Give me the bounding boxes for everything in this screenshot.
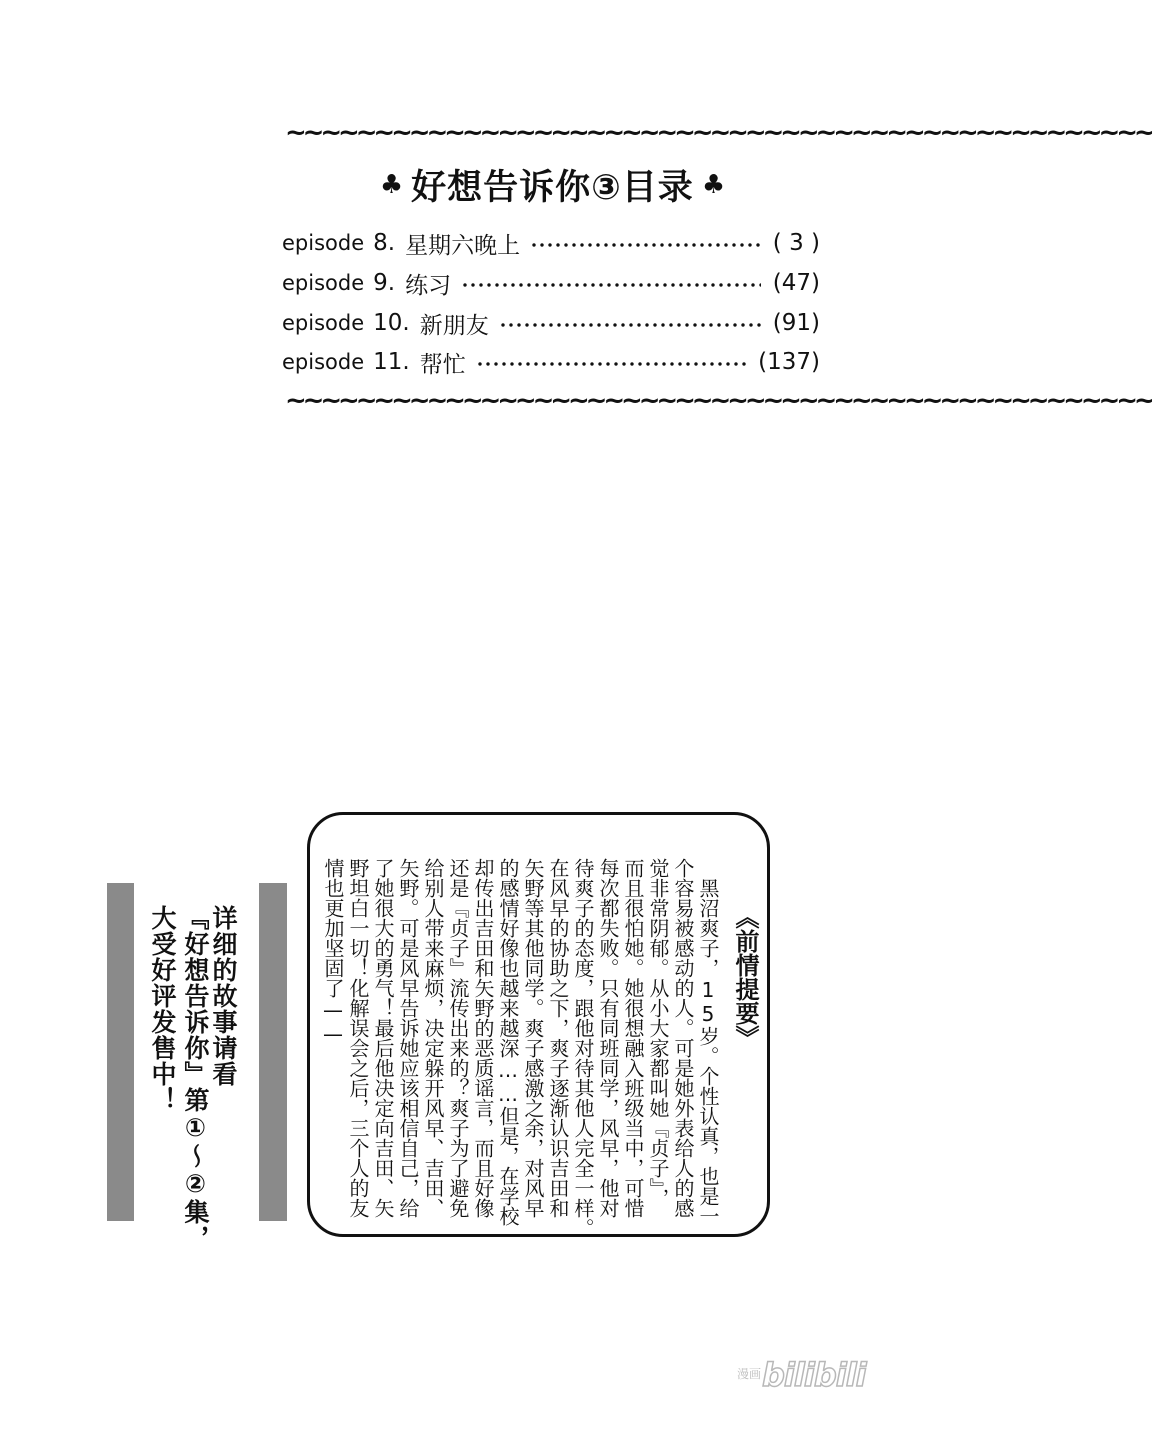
synopsis-line: 而且很怕她。她很想融入班级当中，可惜 bbox=[621, 858, 645, 1218]
synopsis-line: 每次都失败。只有同班同学，风早，他对 bbox=[596, 858, 620, 1218]
toc-page-number: ( 3 ) bbox=[772, 230, 820, 256]
toc-episode-number: 8. bbox=[373, 230, 396, 256]
toc-episode-number: 10. bbox=[373, 310, 410, 336]
synopsis-line: 还是『贞子』流传出来的？爽子为了避免 bbox=[446, 858, 470, 1218]
toc-episode-label: episode bbox=[282, 350, 365, 374]
synopsis-title: 《前情提要》 bbox=[731, 905, 759, 1049]
toc-dot-leader bbox=[499, 306, 761, 340]
synopsis-line: 觉非常阴郁。从小大家都叫她『贞子』， bbox=[646, 858, 670, 1208]
toc-episode-number: 11. bbox=[373, 349, 410, 375]
promo-line-2: 『好想告诉你』第①～②集， bbox=[181, 905, 210, 1251]
toc-page-number: (137) bbox=[758, 349, 820, 375]
toc-episode-name: 帮忙 bbox=[419, 351, 466, 378]
gray-bar-left bbox=[107, 883, 134, 1221]
toc-row-episode-8 bbox=[282, 226, 820, 260]
toc-bottom-wave-divider: ~~~~~~~~~~~~~~~~~~~~~~~~~~~~~~~~~~~~~~~~~~~~~~~~~ bbox=[285, 386, 1152, 416]
club-icon: ♣ bbox=[701, 170, 726, 200]
toc-title-text: 好想告诉你③目录 bbox=[411, 168, 694, 208]
bilibili-watermark-logo: bilibili bbox=[762, 1356, 866, 1394]
toc-row-episode-9 bbox=[282, 266, 820, 300]
toc-page-number: (47) bbox=[772, 270, 820, 296]
toc-title bbox=[285, 160, 820, 210]
synopsis-line: 待爽子的态度，跟他对待其他人完全一样。 bbox=[571, 858, 595, 1238]
synopsis-line: 在风早的协助之下，爽子逐渐认识吉田和 bbox=[546, 858, 570, 1218]
toc-dot-leader bbox=[461, 266, 761, 300]
toc-dot-leader bbox=[476, 345, 746, 379]
gray-bar-right bbox=[259, 883, 287, 1221]
toc-episode-label: episode bbox=[282, 311, 365, 335]
synopsis-line: 矢野等其他同学。爽子感激之余，对风早 bbox=[521, 858, 545, 1218]
toc-page-number: (91) bbox=[772, 310, 820, 336]
synopsis-line: 野坦白一切！化解误会之后，三个人的友 bbox=[346, 858, 370, 1218]
toc-episode-name: 星期六晚上 bbox=[405, 232, 521, 259]
toc-episode-number: 9. bbox=[373, 270, 396, 296]
toc-episode-label: episode bbox=[282, 231, 365, 255]
synopsis-line: 却传出吉田和矢野的恶质谣言，而且好像 bbox=[471, 858, 495, 1218]
synopsis-line: 的感情好像也越来越深……但是，在学校 bbox=[496, 858, 520, 1226]
club-icon: ♣ bbox=[379, 170, 404, 200]
synopsis-line: 黑沼爽子，15岁。个性认真，也是一 bbox=[696, 878, 720, 1226]
toc-top-wave-divider: ~~~~~~~~~~~~~~~~~~~~~~~~~~~~~~~~~~~~~~~~~~~~~~~~~ bbox=[285, 118, 1152, 148]
promo-line-3: 大受好评发售中！ bbox=[148, 905, 177, 1113]
toc-episode-name: 练习 bbox=[405, 272, 452, 299]
synopsis-line: 矢野。可是风早告诉她应该相信自己，给 bbox=[396, 858, 420, 1218]
synopsis-line: 情也更加坚固了—— bbox=[321, 858, 345, 1046]
toc-dot-leader bbox=[530, 226, 761, 260]
toc-episode-name: 新朋友 bbox=[419, 312, 489, 339]
synopsis-line: 了她很大的勇气！最后他决定向吉田、矢 bbox=[371, 858, 395, 1218]
synopsis-line: 个容易被感动的人。可是她外表给人的感 bbox=[671, 858, 695, 1218]
watermark-sub-text: 漫画 bbox=[737, 1367, 762, 1381]
toc-row-episode-10 bbox=[282, 306, 820, 340]
toc-episode-label: episode bbox=[282, 271, 365, 295]
synopsis-line: 给别人带来麻烦，决定躲开风早、吉田、 bbox=[421, 858, 445, 1218]
toc-row-episode-11 bbox=[282, 345, 820, 379]
promo-line-1: 详细的故事请看 bbox=[209, 905, 238, 1087]
